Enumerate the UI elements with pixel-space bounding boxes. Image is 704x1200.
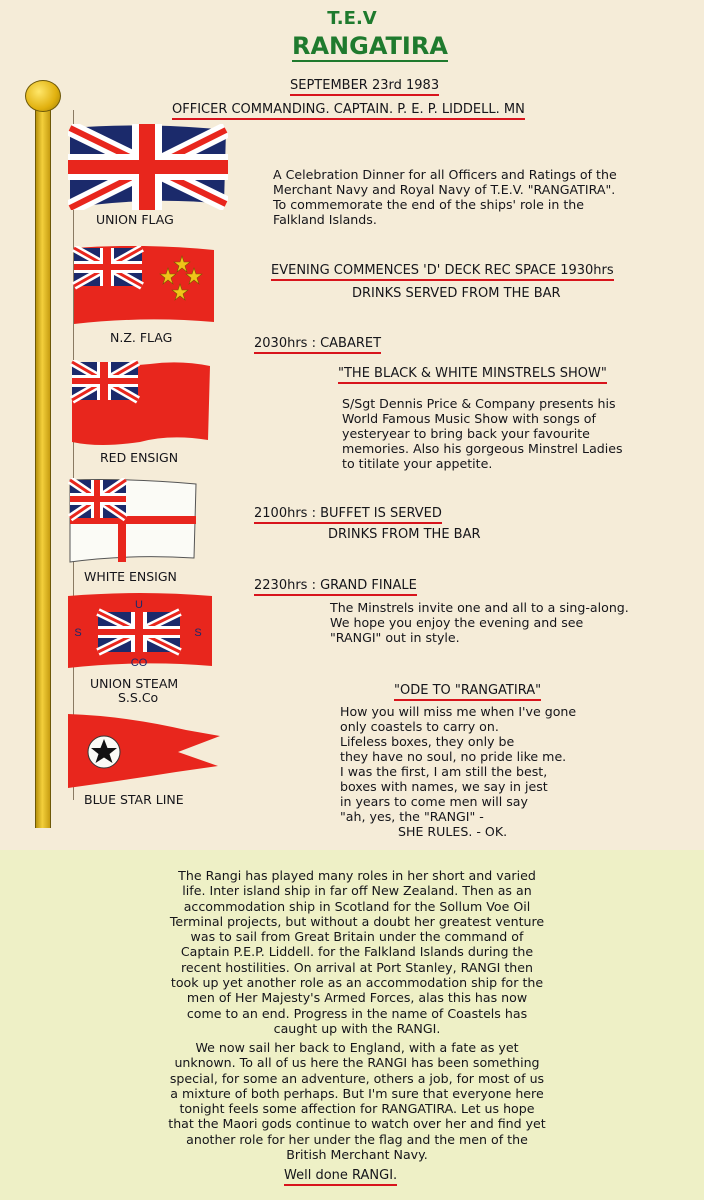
flag-caption-union-steam: UNION STEAM	[90, 676, 179, 691]
intro-line-1: A Celebration Dinner for all Officers and Ratings of the	[273, 167, 617, 182]
story-paragraph-2	[112, 1040, 602, 1162]
ode-title: "ODE TO "RANGATIRA"	[394, 683, 541, 701]
story-p1-line: accommodation ship in Scotland for the Sollum Voe Oil	[183, 898, 531, 914]
event-date: SEPTEMBER 23rd 1983	[290, 78, 439, 96]
story-p2-line: another role for her under the flag and the men of the	[186, 1131, 528, 1147]
story-p2-line: that the Maori gods continue to watch over her and find yet	[168, 1116, 546, 1132]
story-p1-line: life. Inter island ship in far off New Zealand. Then as an	[182, 883, 532, 899]
show-desc-5: to titilate your appetite.	[342, 456, 493, 471]
union-steam-flag-icon	[66, 592, 214, 672]
show-desc-1: S/Sgt Dennis Price & Company presents his	[342, 396, 616, 411]
flag-caption-blue-star: BLUE STAR LINE	[84, 792, 184, 807]
ode-line-8: "ah, yes, the "RANGI" -	[340, 809, 484, 824]
story-p2-line: We now sail her back to England, with a fate as yet	[195, 1040, 519, 1055]
story-p1-line: caught up with the RANGI.	[273, 1020, 441, 1036]
intro-line-2: Merchant Navy and Royal Navy of T.E.V. "RANGATIRA".	[273, 182, 616, 197]
finale-desc-1: The Minstrels invite one and all to a sing-along.	[330, 600, 629, 615]
ode-line-9: SHE RULES. - OK.	[398, 824, 508, 839]
story-p1-line: recent hostilities. On arrival at Port Stanley, RANGI then	[181, 959, 533, 975]
intro-line-3: To commemorate the end of the ships' role in the	[273, 197, 585, 212]
ode-line-1: How you will miss me when I've gone	[340, 704, 577, 719]
flag-caption-union: UNION FLAG	[96, 212, 174, 227]
ussco-letter-s-left: S	[74, 627, 82, 639]
ode-line-4: they have no soul, no pride like me.	[340, 749, 567, 764]
drinks-served: DRINKS SERVED FROM THE BAR	[352, 286, 561, 301]
story-p2-line: British Merchant Navy.	[286, 1147, 428, 1163]
drinks-from-bar: DRINKS FROM THE BAR	[328, 527, 481, 542]
show-title: "THE BLACK & WHITE MINSTRELS SHOW"	[338, 366, 607, 384]
ode-line-3: Lifeless boxes, they only be	[340, 734, 515, 749]
evening-start: EVENING COMMENCES 'D' DECK REC SPACE 1930hrs	[271, 263, 614, 281]
finale-desc-3: "RANGI" out in style.	[330, 630, 460, 645]
halyard-rope	[49, 110, 74, 800]
story-p2-line: a mixture of both perhaps. But I'm sure that everyone here	[170, 1085, 544, 1101]
flag-caption-nz: N.Z. FLAG	[110, 330, 173, 345]
finale-desc-2: We hope you enjoy the evening and see	[330, 615, 584, 630]
story-p1-line: men of Her Majesty's Armed Forces, alas this has now	[186, 990, 528, 1006]
closing-line: Well done RANGI.	[284, 1168, 397, 1186]
blue-star-pennant-icon	[66, 712, 222, 790]
ode-line-6: boxes with names, we say in jest	[340, 779, 548, 794]
show-desc-4: memories. Also his gorgeous Minstrel Ladies	[342, 441, 623, 456]
buffet-time: 2100hrs : BUFFET IS SERVED	[254, 506, 442, 524]
story-p1-line: took up yet another role as an accommodation ship for the	[170, 975, 544, 991]
show-desc-2: World Famous Music Show with songs of	[342, 411, 596, 426]
nz-flag-icon	[72, 246, 216, 326]
ode-line-2: only coastels to carry on.	[340, 719, 499, 734]
show-desc-3: yesteryear to bring back your favourite	[342, 426, 590, 441]
story-paragraph-1	[112, 868, 602, 1036]
intro-line-4: Falkland Islands.	[273, 212, 377, 227]
story-p2-line: tonight feels some affection for RANGATIRA. Let us hope	[179, 1101, 535, 1117]
flagpole-finial	[25, 80, 61, 112]
flagpole	[35, 96, 51, 828]
flag-caption-white-ensign: WHITE ENSIGN	[84, 569, 177, 584]
story-p1-line: Captain P.E.P. Liddell. for the Falkland Islands during the	[180, 944, 534, 960]
story-p1-line: was to sail from Great Britain under the command of	[190, 929, 524, 945]
story-p1-line: come to an end. Progress in the name of Coastels has	[186, 1005, 528, 1021]
ussco-letter-co: CO	[130, 657, 148, 669]
flag-caption-red-ensign: RED ENSIGN	[100, 450, 179, 465]
story-p1-line: The Rangi has played many roles in her short and varied	[178, 868, 536, 883]
officer-commanding: OFFICER COMMANDING. CAPTAIN. P. E. P. LIDDELL. MN	[172, 102, 525, 120]
flag-caption-ssco: S.S.Co	[118, 690, 159, 705]
story-p1-line: Terminal projects, but without a doubt her greatest venture	[169, 913, 545, 929]
white-ensign-icon	[68, 478, 198, 566]
union-flag-icon	[68, 124, 228, 210]
ship-prefix: T.E.V	[327, 8, 377, 29]
red-ensign-icon	[70, 360, 212, 446]
story-p2-line: special, for some an adventure, others a job, for most of us	[169, 1070, 545, 1086]
ode-line-5: I was the first, I am still the best,	[340, 764, 548, 779]
ussco-letter-u: U	[135, 599, 143, 611]
finale-time: 2230hrs : GRAND FINALE	[254, 578, 417, 596]
story-p2-line: unknown. To all of us here the RANGI has been something	[174, 1055, 540, 1071]
ussco-letter-s-right: S	[194, 627, 202, 639]
cabaret-time: 2030hrs : CABARET	[254, 336, 381, 354]
ode-line-7: in years to come men will say	[340, 794, 528, 809]
ship-name: RANGATIRA	[292, 32, 448, 60]
